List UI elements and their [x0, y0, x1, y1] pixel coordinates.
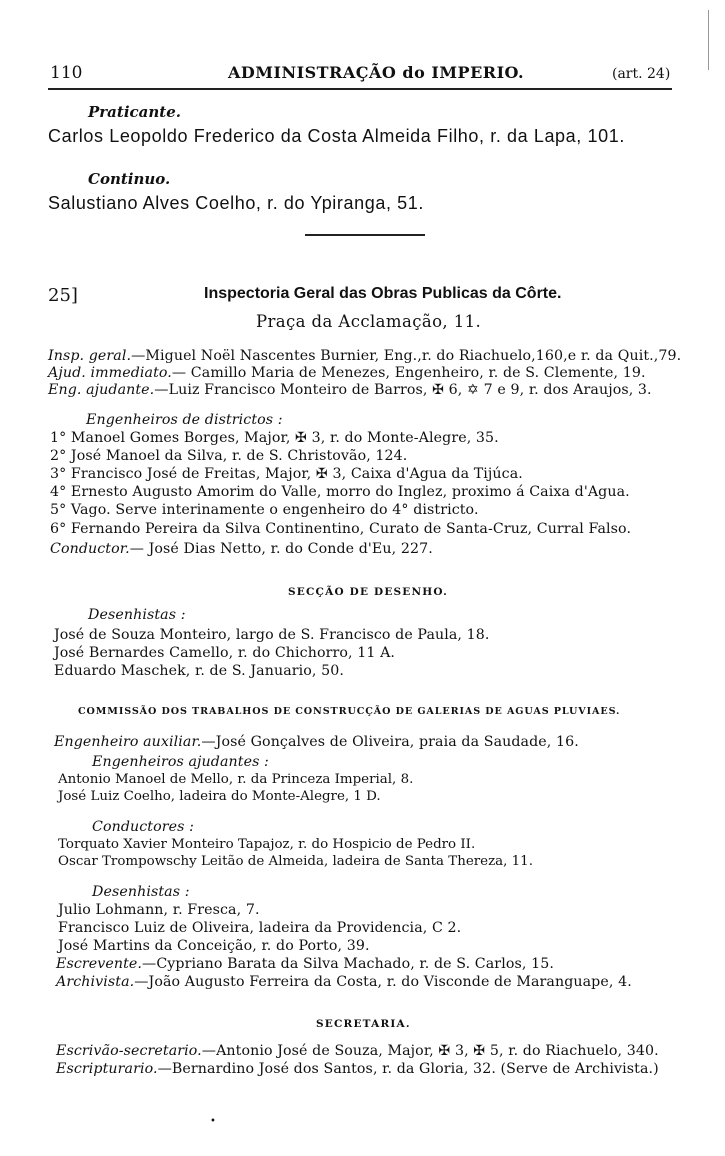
entry-praticante: Carlos Leopoldo Frederico da Costa Almeida Filho, r. da Lapa, 101.: [48, 126, 625, 146]
escrevente-line: [56, 956, 554, 972]
district-item: 4° Ernesto Augusto Amorim do Valle, morro do Inglez, proximo á Caixa d'Agua.: [50, 484, 630, 500]
district-item: 5° Vago. Serve interinamente o engenheiro do 4° districto.: [50, 502, 479, 518]
auxiliar-line: [54, 734, 579, 750]
ajudante-item: Antonio Manoel de Mello, r. da Princeza Imperial, 8.: [58, 772, 414, 787]
entry-continuo: Salustiano Alves Coelho, r. do Ypiranga, 51.: [48, 193, 424, 213]
secretaria-line: [56, 1061, 659, 1077]
desenhista-item: José de Souza Monteiro, largo de S. Francisco de Paula, 18.: [54, 627, 490, 643]
section-address: Praça da Acclamação, 11.: [256, 312, 482, 331]
ajudantes-heading: Engenheiros ajudantes :: [92, 754, 269, 770]
official-text: — Camillo Maria de Menezes, Engenheiro, r. de S. Clemente, 19.: [171, 365, 646, 381]
auxiliar-text: —José Gonçalves de Oliveira, praia da Saudade, 16.: [201, 734, 579, 750]
desenho-subheading: Desenhistas :: [88, 607, 186, 623]
section-title: Inspectoria Geral das Obras Publicas da Côrte.: [204, 285, 562, 302]
section-number: 25]: [48, 285, 78, 306]
official-line: [48, 382, 652, 398]
official-line: [48, 365, 646, 381]
conductor-line: [50, 541, 433, 557]
official-role: Ajud. immediato.: [48, 365, 172, 381]
desenhista-item: Eduardo Maschek, r. de S. Januario, 50.: [54, 663, 344, 679]
secretaria-text: —Bernardino José dos Santos, r. da Gloria, 32. (Serve de Archivista.): [157, 1061, 659, 1077]
ajudante-item: José Luiz Coelho, ladeira do Monte-Alegre, 1 D.: [58, 789, 381, 804]
running-title: ADMINISTRAÇÃO do IMPERIO.: [228, 63, 525, 82]
galerias-heading: COMMISSÃO DOS TRABALHOS DE CONSTRUCÇÃO DE GALERIAS DE AGUAS PLUVIAES.: [78, 706, 621, 717]
official-role: Eng. ajudante.: [48, 382, 155, 398]
secretaria-text: —Antonio José de Souza, Major, ✠ 3, ✠ 5, r. do Riachuelo, 340.: [201, 1043, 659, 1059]
role-praticante: Praticante.: [88, 103, 181, 121]
archivista-text: —João Augusto Ferreira da Costa, r. do Visconde de Maranguape, 4.: [134, 974, 632, 990]
margin-line: [708, 10, 709, 70]
auxiliar-role: Engenheiro auxiliar.: [54, 734, 202, 750]
ink-dot: •: [210, 1116, 216, 1127]
article-reference: (art. 24): [612, 66, 671, 82]
section-divider: [305, 234, 425, 236]
official-role: Insp. geral.: [48, 348, 132, 364]
role-continuo: Continuo.: [88, 170, 171, 188]
desenho-heading: SECÇÃO DE DESENHO.: [288, 586, 449, 598]
official-text: —Luiz Francisco Monteiro de Barros, ✠ 6, ✡ 7 e 9, r. dos Araujos, 3.: [154, 382, 652, 398]
header-rule: [48, 88, 672, 90]
official-text: —Miguel Noël Nascentes Burnier, Eng.,r. do Riachuelo,160,e r. da Quit.,79.: [131, 348, 682, 364]
galerias-desenhista-item: Julio Lohmann, r. Fresca, 7.: [58, 902, 260, 918]
conductor-role: Conductor.: [50, 541, 130, 557]
page-number: 110: [50, 63, 83, 83]
escrevente-role: Escrevente.: [56, 956, 143, 972]
archivista-role: Archivista.: [56, 974, 135, 990]
district-item: 3° Francisco José de Freitas, Major, ✠ 3, Caixa d'Agua da Tijúca.: [50, 466, 523, 482]
conductor-text: — José Dias Netto, r. do Conde d'Eu, 227.: [129, 541, 433, 557]
official-line: [48, 348, 681, 364]
galerias-desenhistas-heading: Desenhistas :: [92, 884, 190, 900]
escrevente-text: —Cypriano Barata da Silva Machado, r. de S. Carlos, 15.: [142, 956, 554, 972]
conductor-item: Oscar Trompowschy Leitão de Almeida, ladeira de Santa Thereza, 11.: [58, 854, 533, 869]
conductor-item: Torquato Xavier Monteiro Tapajoz, r. do Hospicio de Pedro II.: [58, 837, 476, 852]
districts-heading: Engenheiros de districtos :: [86, 412, 283, 428]
conductores-heading: Conductores :: [92, 819, 194, 835]
district-item: 6° Fernando Pereira da Silva Continentino, Curato de Santa-Cruz, Curral Falso.: [50, 521, 632, 537]
galerias-desenhista-item: Francisco Luiz de Oliveira, ladeira da Providencia, C 2.: [58, 920, 462, 936]
secretaria-role: Escripturario.: [56, 1061, 158, 1077]
galerias-desenhista-item: José Martins da Conceição, r. do Porto, 39.: [58, 938, 370, 954]
district-item: 1° Manoel Gomes Borges, Major, ✠ 3, r. do Monte-Alegre, 35.: [50, 430, 499, 446]
district-item: 2° José Manoel da Silva, r. de S. Christovão, 124.: [50, 448, 408, 464]
secretaria-role: Escrivão-secretario.: [56, 1043, 202, 1059]
desenhista-item: José Bernardes Camello, r. do Chichorro, 11 A.: [54, 645, 396, 661]
archivista-line: [56, 974, 632, 990]
secretaria-line: [56, 1043, 659, 1059]
secretaria-heading: SECRETARIA.: [316, 1018, 411, 1030]
